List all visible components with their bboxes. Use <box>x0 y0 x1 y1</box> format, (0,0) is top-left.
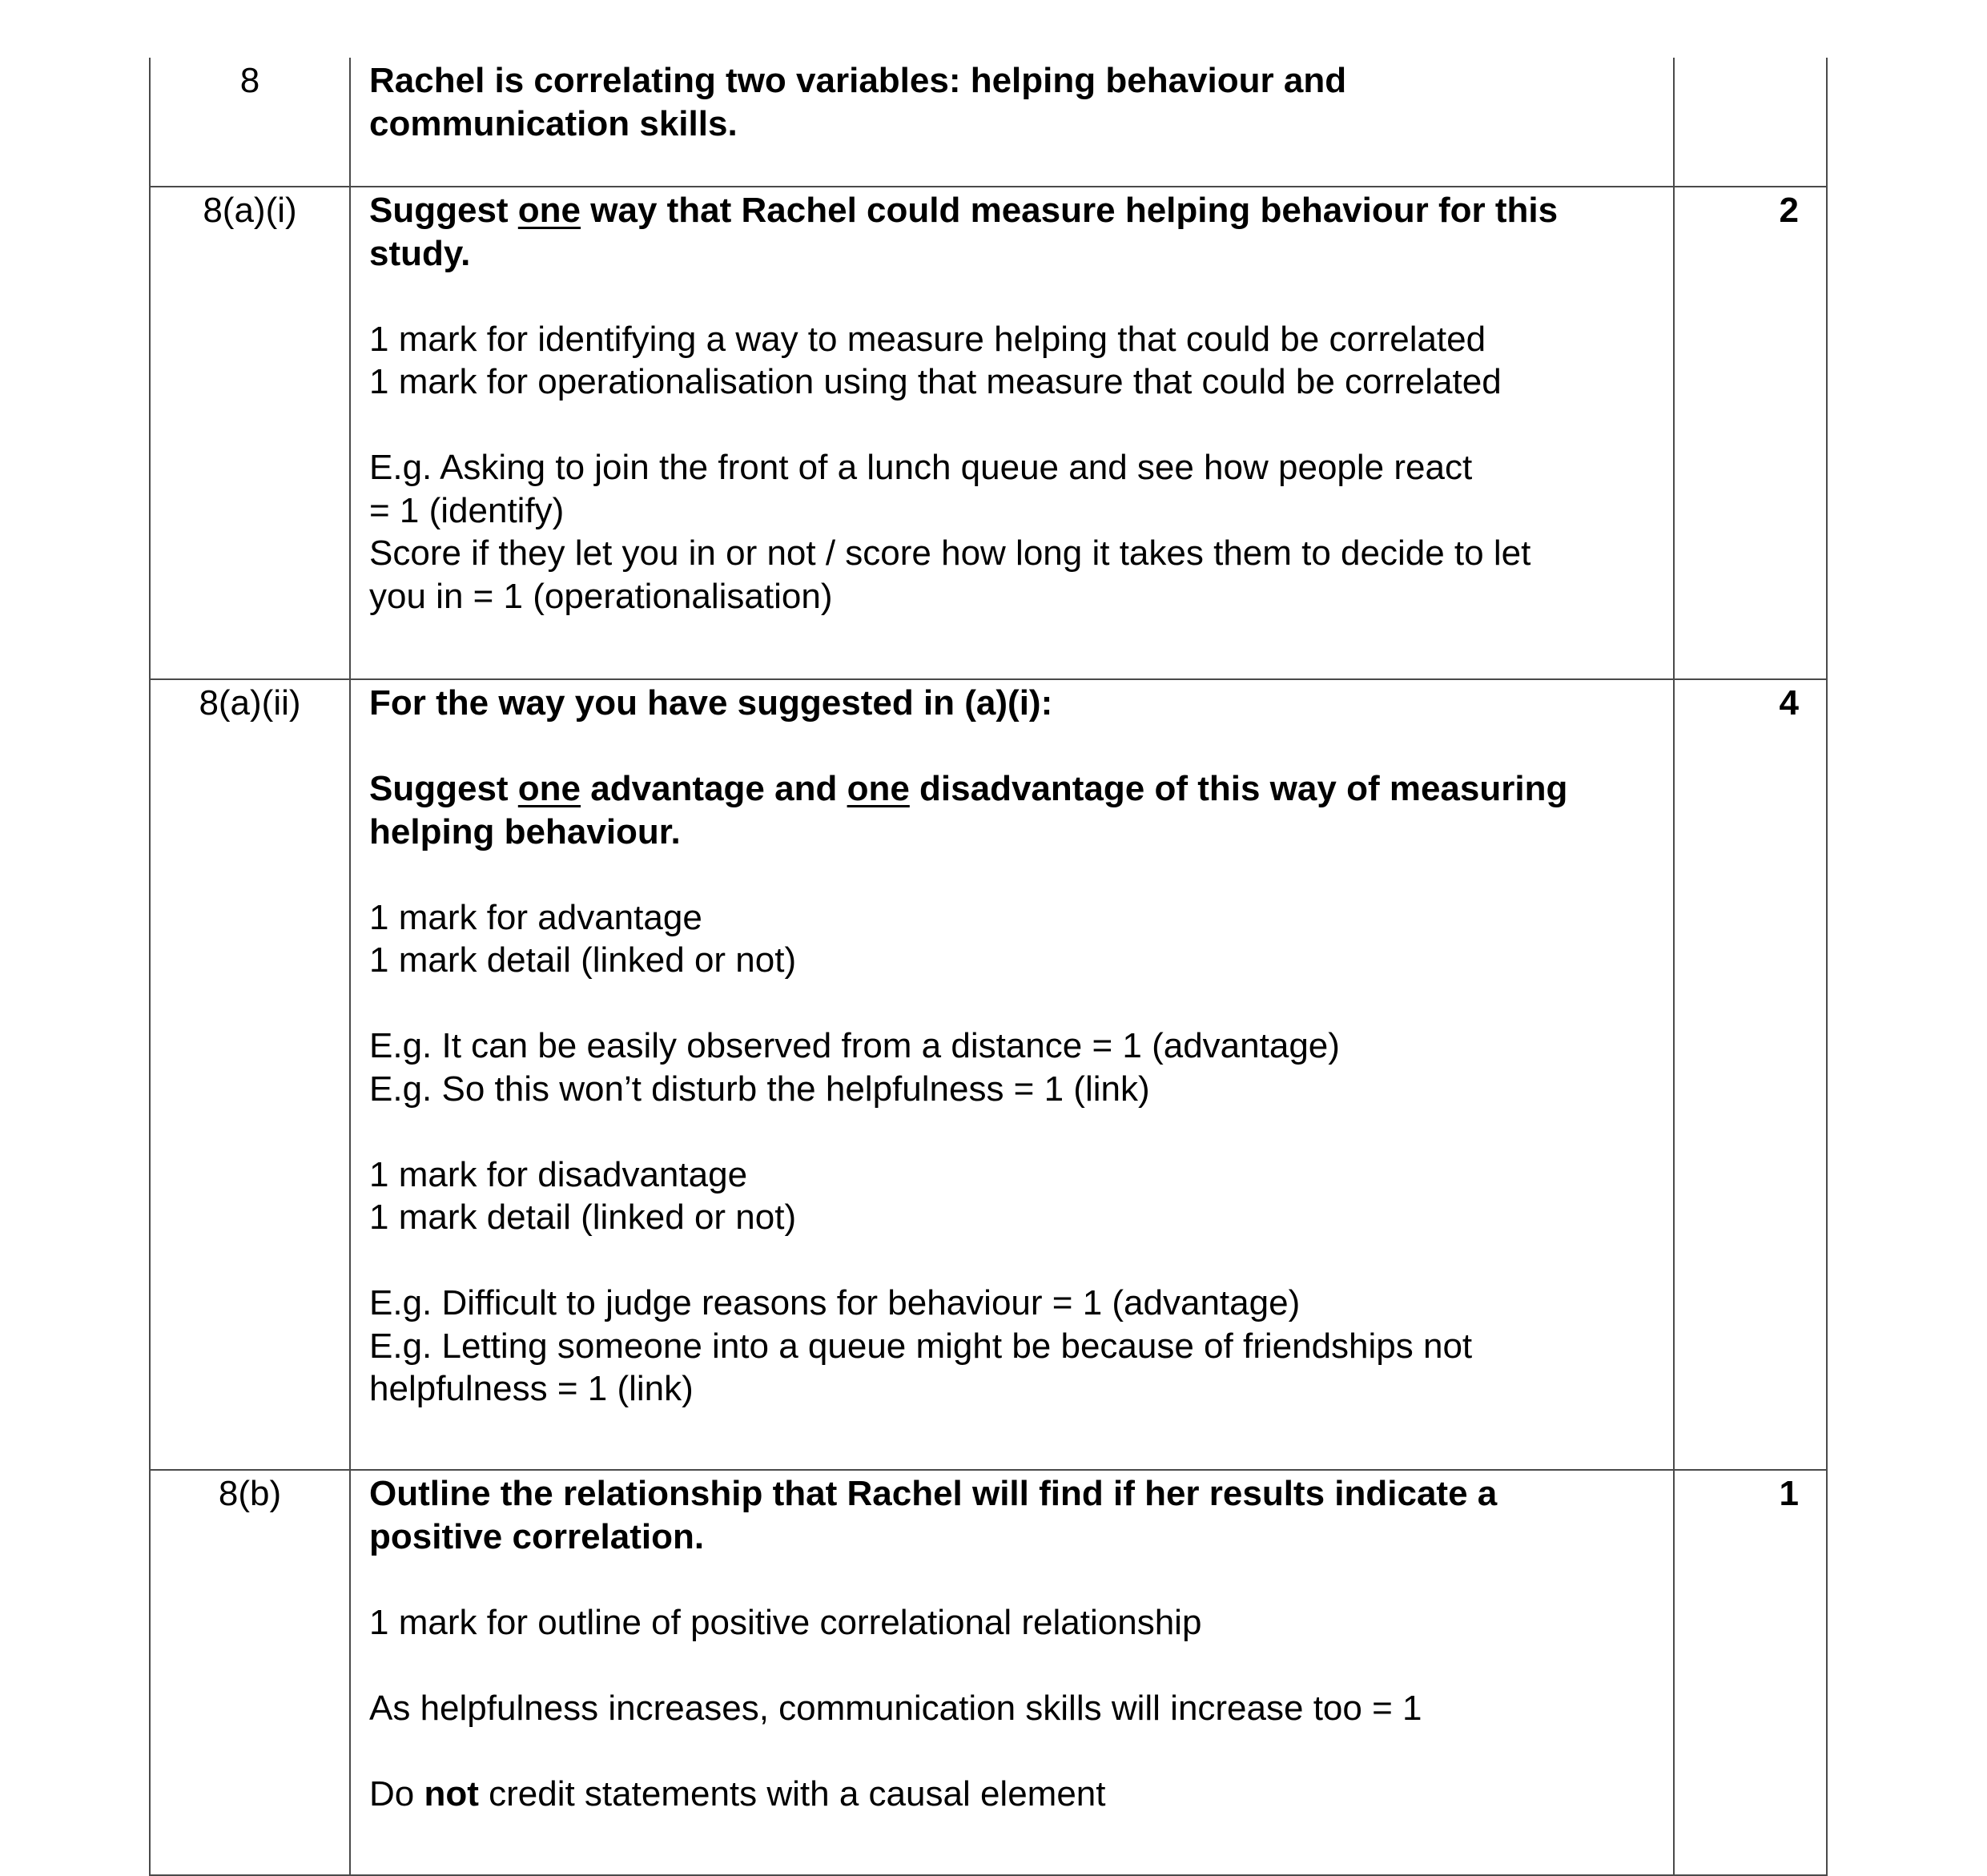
table-row <box>150 58 1827 187</box>
question-number: 8(b) <box>150 1470 350 1875</box>
question-stem: Suggest one advantage and one disadvantage of this way of measuring helping behaviour. <box>369 769 1568 851</box>
answer-cell <box>350 679 1674 1470</box>
marks-cell <box>1674 58 1827 187</box>
answer-cell <box>350 1470 1674 1875</box>
marks-cell: 4 <box>1674 679 1827 1470</box>
question-stem: Outline the relationship that Rachel will find if her results indicate a positive correlation. <box>369 1474 1498 1556</box>
answer-cell <box>350 187 1674 679</box>
mark-guidance-disadvantage: 1 mark for disadvantage 1 mark detail (linked or not) <box>369 1154 797 1237</box>
marks-cell: 2 <box>1674 187 1827 679</box>
example-answer: As helpfulness increases, communication skills will increase too = 1 <box>369 1688 1422 1728</box>
question-number: 8(a)(ii) <box>150 679 350 1470</box>
question-stem: Suggest one way that Rachel could measure helping behaviour for this study. <box>369 191 1559 273</box>
mark-guidance: 1 mark for outline of positive correlational relationship <box>369 1602 1202 1642</box>
marks-cell: 1 <box>1674 1470 1827 1875</box>
mark-scheme-table <box>149 58 1828 1876</box>
example-answer: E.g. Asking to join the front of a lunch queue and see how people react = 1 (identify) Score if they let you in or not / score how long it takes them to decide to let you in = 1 (operationalisation) <box>369 448 1531 616</box>
marking-note: Do not credit statements with a causal element <box>369 1773 1106 1814</box>
table-row <box>150 1470 1827 1875</box>
mark-guidance: 1 mark for identifying a way to measure helping that could be correlated 1 mark for operationalisation using that measure that could be correlated <box>369 319 1502 401</box>
example-advantage: E.g. It can be easily observed from a distance = 1 (advantage) E.g. So this won’t disturb the helpfulness = 1 (link) <box>369 1026 1340 1109</box>
question-number: 8 <box>150 58 350 187</box>
table-row <box>150 679 1827 1470</box>
example-disadvantage: E.g. Difficult to judge reasons for behaviour = 1 (advantage) E.g. Letting someone into a queue might be because of friendships not helpfulness = 1 (link) <box>369 1283 1473 1408</box>
question-number: 8(a)(i) <box>150 187 350 679</box>
answer-cell <box>350 58 1674 187</box>
mark-guidance-advantage: 1 mark for advantage 1 mark detail (linked or not) <box>369 897 797 980</box>
question-intro: For the way you have suggested in (a)(i): <box>369 683 1053 723</box>
question-stem: Rachel is correlating two variables: helping behaviour and communication skills. <box>369 61 1347 143</box>
table-row <box>150 187 1827 679</box>
